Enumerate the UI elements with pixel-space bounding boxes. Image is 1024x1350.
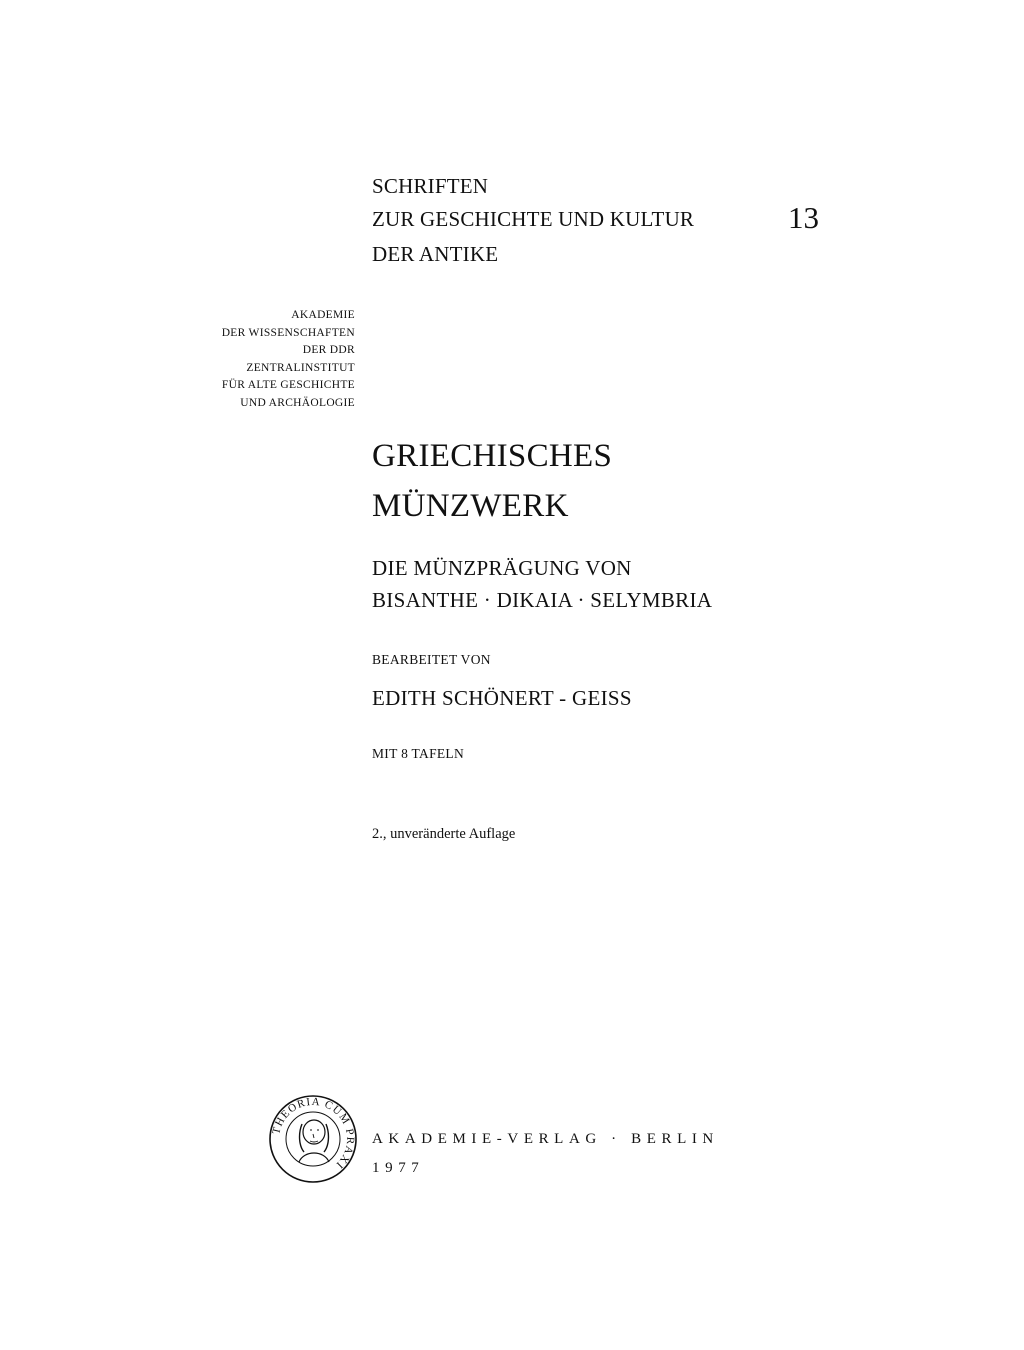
logo-motto: THEORIA CUM PRAXI xyxy=(270,1095,357,1172)
publication-year: 1977 xyxy=(372,1160,425,1176)
institution-line: FÜR ALTE GESCHICHTE xyxy=(221,379,355,391)
institution-line: UND ARCHÄOLOGIE xyxy=(240,396,355,409)
portrait-medallion-icon xyxy=(268,1094,358,1184)
series-volume-number: 13 xyxy=(788,200,819,235)
series-title-line-1: SCHRIFTEN xyxy=(372,174,489,198)
institution-line: DER DDR xyxy=(302,344,355,356)
author-name: EDITH SCHÖNERT - GEISS xyxy=(372,686,632,710)
series-title-line-2: ZUR GESCHICHTE UND KULTUR xyxy=(372,207,695,231)
institution-block xyxy=(222,307,355,412)
edition-note: 2., unveränderte Auflage xyxy=(372,826,516,842)
edited-by-label: BEARBEITET VON xyxy=(372,652,491,667)
institution-line: AKADEMIE xyxy=(291,309,355,321)
series-title-line-3: DER ANTIKE xyxy=(372,242,499,266)
plates-note: MIT 8 TAFELN xyxy=(372,746,465,761)
book-subtitle-line-1: DIE MÜNZPRÄGUNG VON xyxy=(372,556,632,580)
book-subtitle-line-2: BISANTHE · DIKAIA · SELYMBRIA xyxy=(372,588,713,612)
book-title-line-1: GRIECHISCHES xyxy=(372,438,613,474)
institution-line: ZENTRALINSTITUT xyxy=(246,361,355,374)
institution-line: DER WISSENSCHAFTEN xyxy=(221,326,355,339)
publisher-name: AKADEMIE-VERLAG · BERLIN xyxy=(372,1131,719,1147)
book-title-line-2: MÜNZWERK xyxy=(372,488,569,524)
